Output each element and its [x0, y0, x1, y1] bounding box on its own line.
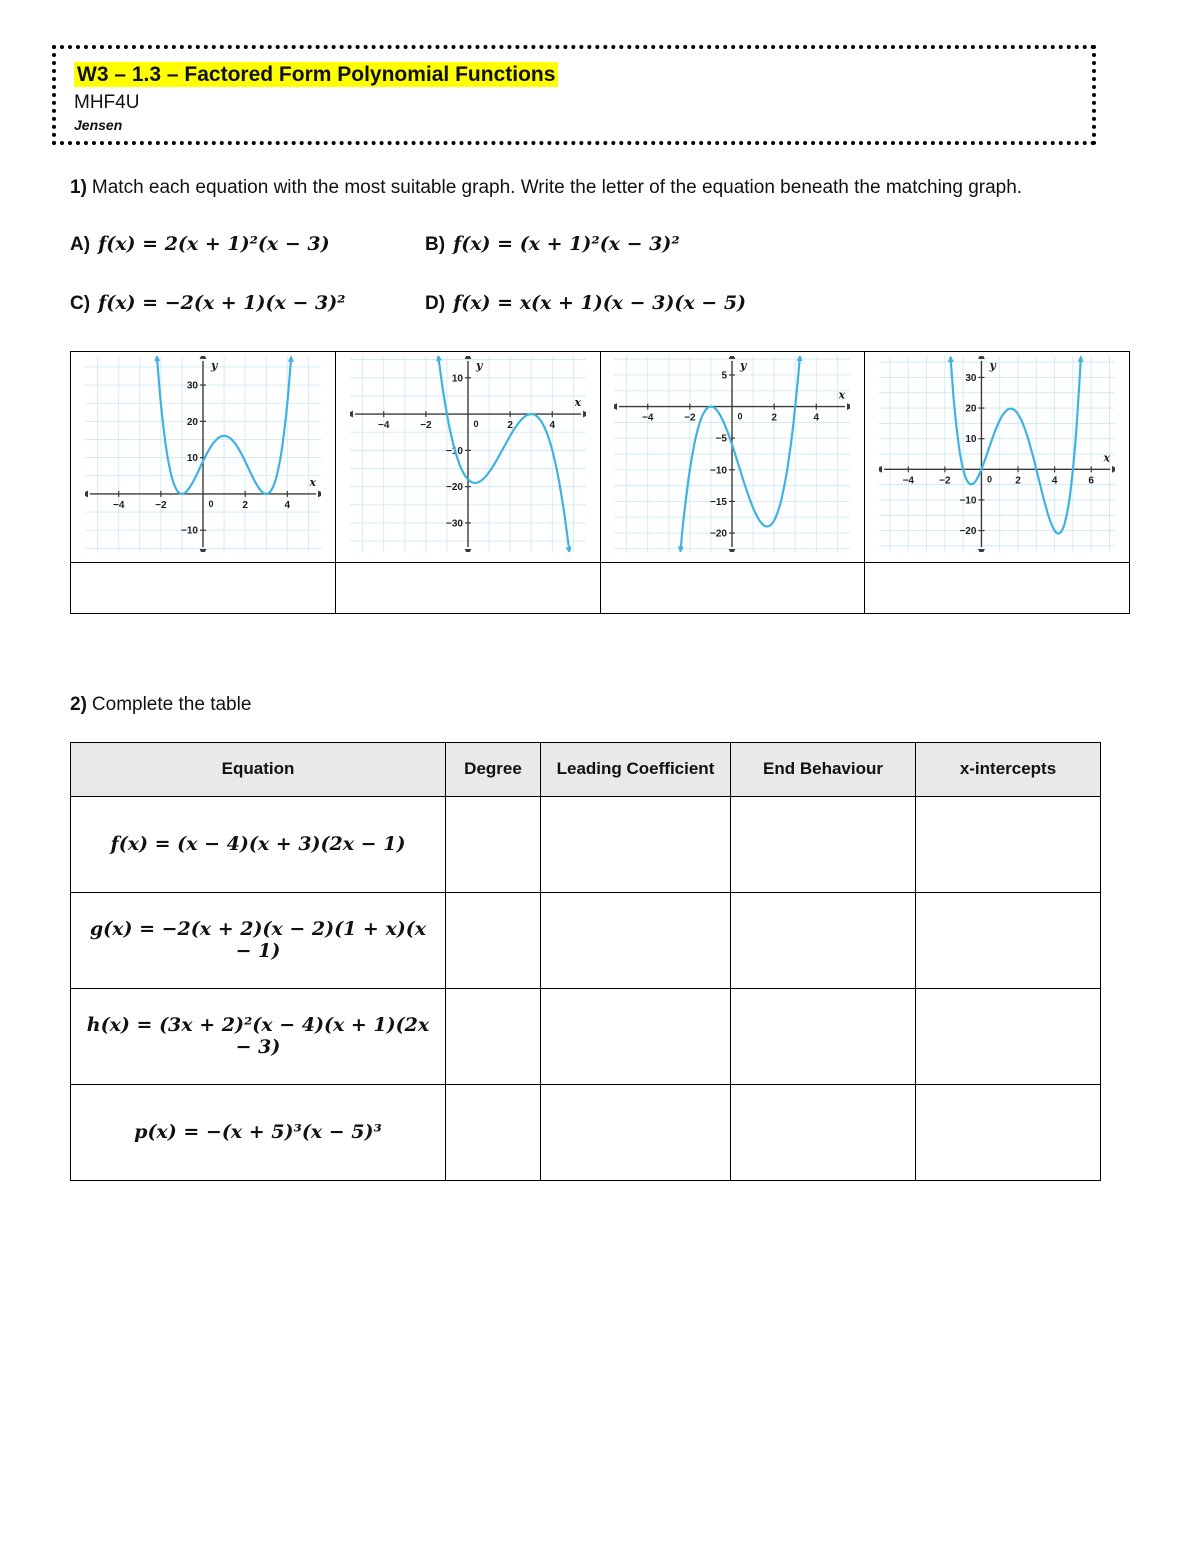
svg-text:−4: −4 [902, 475, 915, 487]
q2-row-g [71, 892, 1101, 988]
svg-text:y: y [740, 359, 747, 373]
svg-text:0: 0 [208, 499, 214, 510]
svg-text:x: x [574, 396, 581, 410]
svg-text:6: 6 [1088, 475, 1095, 487]
question-1-number: 1) [70, 177, 87, 199]
polynomial-graph-2 [350, 356, 586, 552]
equation-d-label: D) [425, 292, 446, 314]
svg-text:−4: −4 [112, 500, 125, 512]
equation-b-label: B) [425, 233, 446, 255]
svg-text:−2: −2 [419, 420, 432, 432]
svg-text:y: y [210, 359, 218, 373]
equation-c [70, 292, 425, 315]
q2-end-behaviour-f [731, 796, 916, 892]
graph-cell-1 [71, 351, 336, 562]
q2-equation-h: h(x) = (3x + 2)²(x − 4)(x + 1)(2x − 3) [71, 988, 446, 1084]
svg-text:−4: −4 [642, 413, 654, 425]
q2-header-end-behaviour: End Behaviour [731, 742, 916, 796]
q2-end-behaviour-p [731, 1084, 916, 1180]
q2-x-intercepts-f [916, 796, 1101, 892]
svg-text:x: x [838, 389, 846, 403]
question-1-prompt [70, 175, 1130, 201]
graph-answer-cell-2 [335, 562, 600, 613]
graph-answer-cell-4 [865, 562, 1130, 613]
polynomial-graph-4 [879, 356, 1115, 552]
graph-cell-3 [600, 351, 865, 562]
q2-degree-p [446, 1084, 541, 1180]
q2-degree-h [446, 988, 541, 1084]
svg-text:10: 10 [451, 373, 463, 385]
svg-text:−20: −20 [710, 528, 728, 540]
svg-text:−20: −20 [959, 526, 977, 538]
svg-text:10: 10 [965, 434, 977, 446]
svg-text:30: 30 [186, 380, 198, 392]
worksheet-title: W3 – 1.3 – Factored Form Polynomial Functions [74, 62, 558, 87]
q2-degree-f [446, 796, 541, 892]
graphs-row [71, 351, 1130, 562]
svg-text:0: 0 [473, 419, 479, 430]
svg-text:−10: −10 [180, 526, 198, 538]
q2-leading-coefficient-h [541, 988, 731, 1084]
q2-header-degree: Degree [446, 742, 541, 796]
polynomial-graph-3 [614, 356, 850, 552]
graph-cell-4 [865, 351, 1130, 562]
equation-b [425, 233, 1130, 256]
graph-answer-cell-3 [600, 562, 865, 613]
svg-text:−15: −15 [710, 497, 728, 509]
graph-cell-2 [335, 351, 600, 562]
svg-text:2: 2 [771, 413, 778, 425]
q2-equation-p: p(x) = −(x + 5)³(x − 5)³ [71, 1084, 446, 1180]
svg-text:4: 4 [1051, 475, 1058, 487]
q2-table [70, 742, 1101, 1181]
equation-c-label: C) [70, 292, 91, 314]
q2-header-leading-coefficient: Leading Coefficient [541, 742, 731, 796]
question-1-text: Match each equation with the most suitable graph. Write the letter of the equation beneath the matching graph. [91, 177, 1023, 199]
svg-text:5: 5 [721, 370, 728, 382]
svg-text:−30: −30 [445, 518, 463, 530]
title-row [74, 61, 1074, 88]
svg-text:−5: −5 [715, 434, 728, 446]
svg-text:4: 4 [549, 420, 555, 432]
teacher-name: Jensen [74, 117, 123, 134]
svg-text:y: y [475, 359, 483, 373]
q2-x-intercepts-g [916, 892, 1101, 988]
svg-text:−4: −4 [377, 420, 390, 432]
svg-text:10: 10 [186, 453, 198, 465]
q2-degree-g [446, 892, 541, 988]
svg-text:x: x [309, 476, 316, 490]
svg-text:−2: −2 [684, 413, 696, 425]
svg-text:30: 30 [965, 373, 977, 385]
course-code: MHF4U [74, 92, 140, 114]
q2-equation-f: f(x) = (x − 4)(x + 3)(2x − 1) [71, 796, 446, 892]
equation-options [70, 233, 1130, 315]
svg-text:2: 2 [1015, 475, 1021, 487]
svg-text:0: 0 [737, 412, 743, 423]
svg-text:2: 2 [242, 500, 248, 512]
svg-text:−10: −10 [959, 495, 977, 507]
svg-text:4: 4 [813, 413, 820, 425]
equation-d [425, 292, 1130, 315]
q2-header-equation: Equation [71, 742, 446, 796]
q2-header-row [71, 742, 1101, 796]
title-box [52, 45, 1096, 145]
equation-a-formula: f(x) = 2(x + 1)²(x − 3) [98, 232, 330, 255]
q2-x-intercepts-h [916, 988, 1101, 1084]
svg-text:y: y [989, 359, 996, 373]
svg-text:−20: −20 [445, 482, 463, 494]
q2-end-behaviour-g [731, 892, 916, 988]
q2-equation-g: g(x) = −2(x + 2)(x − 2)(1 + x)(x − 1) [71, 892, 446, 988]
svg-text:x: x [1103, 451, 1111, 465]
answers-row [71, 562, 1130, 613]
polynomial-graph-1 [85, 356, 321, 552]
svg-text:2: 2 [506, 420, 513, 432]
equation-b-formula: f(x) = (x + 1)²(x − 3)² [453, 232, 680, 255]
svg-text:20: 20 [186, 417, 198, 429]
svg-text:−2: −2 [939, 475, 951, 487]
equation-d-formula: f(x) = x(x + 1)(x − 3)(x − 5) [453, 291, 747, 314]
q1-graph-table [70, 351, 1130, 614]
q2-row-h [71, 988, 1101, 1084]
q2-header-x-intercepts: x-intercepts [916, 742, 1101, 796]
svg-text:−10: −10 [445, 446, 463, 458]
svg-text:4: 4 [284, 500, 290, 512]
q2-leading-coefficient-g [541, 892, 731, 988]
equation-a-label: A) [70, 233, 91, 255]
question-2-number: 2) [70, 693, 87, 715]
svg-text:−2: −2 [155, 500, 167, 512]
svg-text:0: 0 [987, 474, 993, 485]
question-2-section [70, 692, 1130, 1181]
q2-row-f [71, 796, 1101, 892]
q2-leading-coefficient-p [541, 1084, 731, 1180]
question-2-text: Complete the table [91, 693, 252, 715]
q2-leading-coefficient-f [541, 796, 731, 892]
equation-c-formula: f(x) = −2(x + 1)(x − 3)² [98, 291, 346, 314]
q2-end-behaviour-h [731, 988, 916, 1084]
graph-answer-cell-1 [71, 562, 336, 613]
question-2-prompt [70, 692, 1130, 718]
svg-text:−10: −10 [710, 465, 728, 477]
svg-text:20: 20 [965, 404, 977, 415]
q2-x-intercepts-p [916, 1084, 1101, 1180]
equation-a [70, 233, 425, 256]
q2-row-p [71, 1084, 1101, 1180]
